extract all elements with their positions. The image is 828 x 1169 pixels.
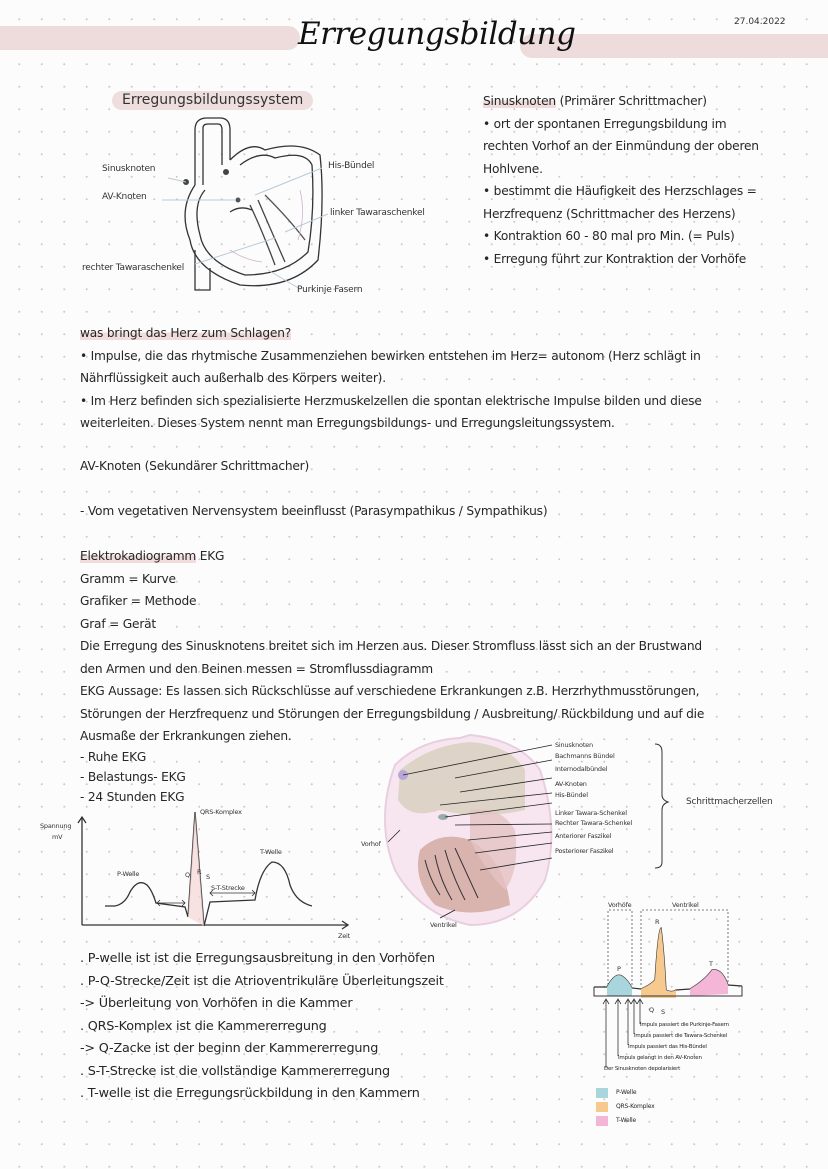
summary-line: . P-welle ist ist die Erregungsausbreitung in den Vorhöfen xyxy=(80,951,435,966)
legend-swatch-qrs xyxy=(596,1102,608,1112)
ekg-line: EKG Aussage: Es lassen sich Rückschlüsse auf verschiedene Erkrankungen z.B. Herzrhythmusstörungen, xyxy=(80,684,700,698)
av-heading: AV-Knoten (Sekundärer Schrittmacher) xyxy=(80,459,310,473)
legend-swatch-t xyxy=(596,1116,608,1126)
ekg-line: Die Erregung des Sinusknotens breitet sich im Herzen aus. Dieser Stromfluss lässt sich an der Brustwand xyxy=(80,639,702,653)
ekg-q-label: Q xyxy=(185,871,190,879)
legend-item xyxy=(596,1086,654,1100)
label-purkinje-fasern: Purkinje Fasern xyxy=(297,285,363,295)
ekg-line: Störungen der Herzfrequenz und Störungen der Erregungsbildung / Ausbreitung/ Rückbildung und auf die xyxy=(80,706,705,721)
ekg-def: Grafiker = Methode xyxy=(80,594,197,608)
ekg-type: - 24 Stunden EKG xyxy=(80,790,185,804)
herz-line: • Impulse, die das rhytmische Zusammenziehen bewirken entstehen im Herz= autonom (Herz schlägt in xyxy=(80,348,701,363)
sinusknoten-heading-suffix: (Primärer Schrittmacher) xyxy=(559,94,707,108)
label-av-knoten: AV-Knoten xyxy=(102,192,147,202)
label-his-buendel: His-Bündel xyxy=(328,161,375,171)
diagram3-step: Der Sinusknoten depolarisiert xyxy=(604,1066,681,1072)
sinusknoten-line: Hohlvene. xyxy=(483,161,543,176)
legend-label: T-Welle xyxy=(616,1117,636,1124)
ekg-r-label: R xyxy=(197,868,202,876)
av-line: - Vom vegetativen Nervensystem beeinflusst (Parasympathikus / Sympathikus) xyxy=(80,504,548,518)
diagram1-title: Erregungsbildungssystem xyxy=(112,91,313,110)
ekg-heading: Elektrokadiogramm xyxy=(80,549,197,563)
diagram2-label: Anteriorer Faszikel xyxy=(555,831,612,840)
ekg-line: Ausmaße der Erkrankungen ziehen. xyxy=(80,729,292,743)
herz-line: Nährflüssigkeit auch außerhalb des Körpers weiter). xyxy=(80,371,386,385)
diagram3-step: Impuls passiert das His-Bündel xyxy=(628,1044,707,1050)
herz-line: • Im Herz befinden sich spezialisierte Herzmuskelzellen die spontan elektrische Impulse bilden und diese xyxy=(80,393,702,408)
diagram2-label: Bachmanns Bündel xyxy=(555,751,615,760)
diagram2-ventrikel: Ventrikel xyxy=(430,921,457,929)
label-sinusknoten: Sinusknoten xyxy=(102,164,156,174)
ekg-def: Gramm = Kurve xyxy=(80,571,176,586)
sinusknoten-line: • Kontraktion 60 - 80 mal pro Min. (= Puls) xyxy=(483,229,735,243)
ekg-t-label: T-Welle xyxy=(260,848,282,856)
summary-line: . QRS-Komplex ist die Kammererregung xyxy=(80,1018,327,1034)
label-rechter-tawaraschenkel: rechter Tawaraschenkel xyxy=(82,263,185,273)
ekg-qrs-label: QRS-Komplex xyxy=(200,808,242,816)
diagram2-label: Rechter Tawara-Schenkel xyxy=(555,819,633,828)
diagram3-r: R xyxy=(655,918,660,926)
summary-line: -> Überleitung von Vorhöfen in die Kammer xyxy=(80,996,353,1011)
legend-label: QRS-Komplex xyxy=(616,1103,655,1110)
ekg-def: Graf = Gerät xyxy=(80,616,156,631)
summary-line: . P-Q-Strecke/Zeit ist die Atrioventrikuläre Überleitungszeit xyxy=(80,973,444,989)
diagram2-vorhof: Vorhof xyxy=(361,840,381,848)
summary-section xyxy=(80,948,444,1106)
diagram3-step: Impuls passiert die Tawara-Schenkel xyxy=(634,1033,727,1039)
legend-swatch-p xyxy=(596,1088,608,1098)
herz-line: weiterleiten. Dieses System nennt man Erregungsbildungs- und Erregungsleitungssystem. xyxy=(80,416,615,430)
diagram3-step: Impuls passiert die Purkinje-Fasern xyxy=(640,1022,729,1028)
diagram3-ventrikel: Ventrikel xyxy=(672,901,699,909)
diagram3-q: Q xyxy=(649,1006,654,1014)
label-linker-tawaraschenkel: linker Tawaraschenkel xyxy=(330,208,425,218)
ekg-s-label: S xyxy=(206,873,210,881)
sinusknoten-line: Herzfrequenz (Schrittmacher des Herzens) xyxy=(483,206,736,221)
date-label: 27.04.2022 xyxy=(734,17,786,27)
diagram2-label: Posteriorer Faszikel xyxy=(555,846,614,855)
diagram3-p: P xyxy=(617,965,621,973)
diagram3-vorhoefe: Vorhöfe xyxy=(608,901,632,909)
summary-line: . S-T-Strecke ist die vollständige Kammererregung xyxy=(80,1063,390,1079)
legend-item xyxy=(596,1114,654,1128)
diagram3-steps xyxy=(604,1020,729,1075)
ekg-type: - Belastungs- EKG xyxy=(80,770,186,784)
ekg-ylabel: Spannung xyxy=(40,822,72,830)
summary-line: -> Q-Zacke ist der beginn der Kammererregung xyxy=(80,1041,379,1056)
diagram2-label: Sinusknoten xyxy=(555,741,593,749)
diagram2-label: Internodalbündel xyxy=(555,765,608,774)
ekg-p-label: P-Welle xyxy=(117,870,140,878)
ekg-line: den Armen und den Beinen messen = Stromflussdiagramm xyxy=(80,661,433,676)
page-title: Erregungsbildung xyxy=(298,16,576,52)
herz-heading: was bringt das Herz zum Schlagen? xyxy=(80,326,291,340)
diagram2-label: Linker Tawara-Schenkel xyxy=(555,808,627,817)
sinusknoten-line: • Erregung führt zur Kontraktion der Vorhöfe xyxy=(483,251,747,266)
diagram3-t: T xyxy=(709,960,713,968)
sinusknoten-heading: Sinusknoten xyxy=(483,94,556,108)
sinusknoten-line: rechten Vorhof an der Einmündung der oberen xyxy=(483,139,759,153)
diagram3-s: S xyxy=(661,1008,665,1016)
legend-label: P-Welle xyxy=(616,1089,637,1096)
legend-item xyxy=(596,1100,654,1114)
ekg-heading-suffix: EKG xyxy=(199,549,225,563)
sinusknoten-line: • bestimmt die Häufigkeit des Herzschlages = xyxy=(483,184,757,198)
ekg-type: - Ruhe EKG xyxy=(80,750,147,764)
diagram2-bracket-label: Schrittmacherzellen xyxy=(686,797,773,807)
summary-line: . T-welle ist die Erregungsrückbildung in den Kammern xyxy=(80,1086,420,1101)
diagram2-label: AV-Knoten xyxy=(555,780,587,789)
diagram2-label: His-Bündel xyxy=(555,790,588,799)
sinusknoten-line: • ort der spontanen Erregungsbildung im xyxy=(483,116,727,131)
ekg-st-label: S-T-Strecke xyxy=(211,884,245,892)
diagram3-legend xyxy=(596,1086,654,1128)
diagram3-step: Impuls gelangt in den AV-Knoten xyxy=(618,1055,702,1061)
ekg-xlabel: Zeit xyxy=(338,932,351,940)
ekg-yunit: mV xyxy=(52,833,63,841)
